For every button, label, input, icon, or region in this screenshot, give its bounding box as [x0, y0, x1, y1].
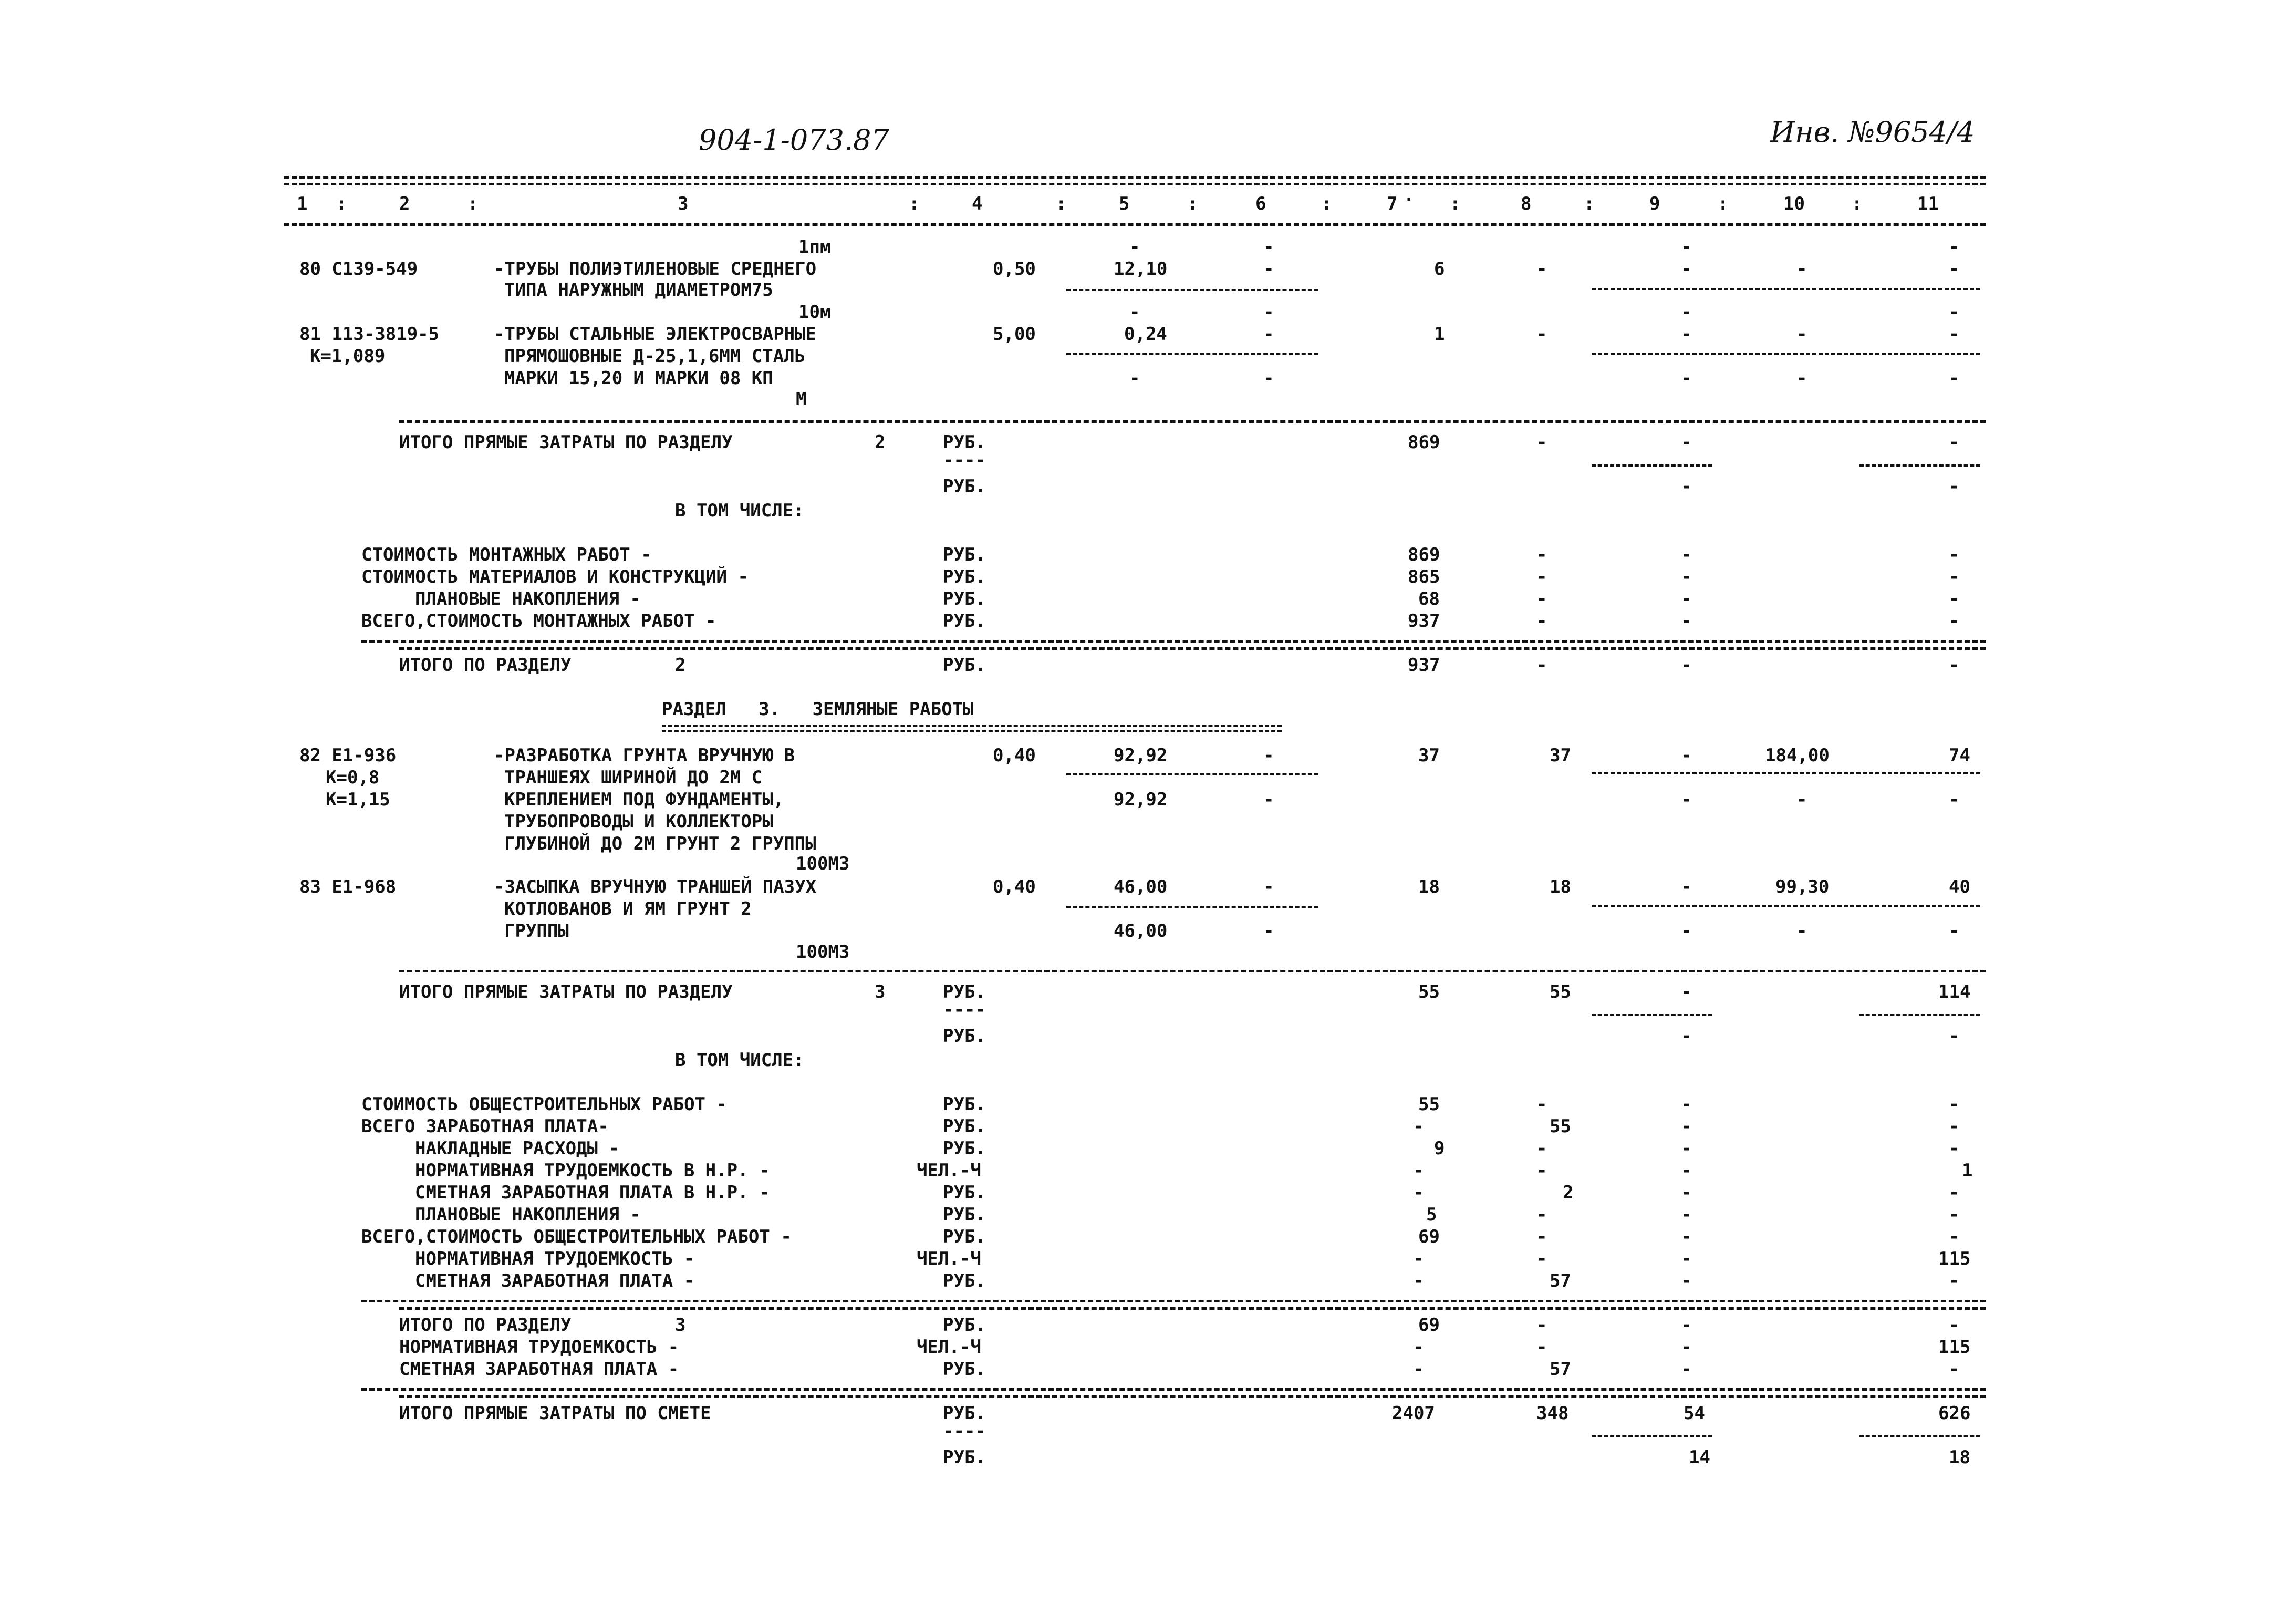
s2-line3: ПЛАНОВЫЕ НАКОПЛЕНИЯ -: [415, 588, 641, 609]
row82-subrule-b: [1592, 772, 1980, 774]
s2-line2-c8: -: [1536, 566, 1547, 587]
s3-v-tom-chisle: В ТОМ ЧИСЛЕ:: [675, 1050, 804, 1071]
row81-price: 0,24: [1124, 324, 1167, 345]
s3-total-direct-label: ИТОГО ПРЯМЫЕ ЗАТРАТЫ ПО РАЗДЕЛУ: [399, 981, 733, 1002]
s3-sz-rub: РУБ.: [943, 1359, 986, 1380]
s3-nt-c9: -: [1681, 1337, 1692, 1358]
row83-price: 46,00: [1114, 876, 1168, 897]
s3-title-underline-1: [662, 725, 1282, 727]
row82-price2: 92,92: [1114, 789, 1168, 810]
s2-line4-c9: -: [1681, 611, 1692, 632]
row80-c10-dash: -: [1796, 258, 1807, 280]
s3-subrule-a: [1592, 1014, 1712, 1016]
smeta-c9: 54: [1684, 1403, 1705, 1424]
col-2: 2: [399, 193, 410, 214]
s2-subrule-a: [1592, 464, 1712, 467]
s2-line4-c11: -: [1949, 611, 1960, 632]
s3-total-rub: РУБ.: [943, 981, 986, 1002]
row83-desc3: ГРУППЫ: [504, 920, 569, 942]
row80-c6-dash: -: [1263, 236, 1274, 257]
s2-c11-dash-2: -: [1949, 476, 1960, 497]
row82-c8: 37: [1550, 745, 1571, 766]
row81-c8-dash: -: [1536, 324, 1547, 345]
s2-total-c8-dash: -: [1536, 432, 1547, 453]
s3-line9-c8: 57: [1550, 1270, 1571, 1291]
s2-rule-total: [361, 640, 1986, 643]
s3-line4: НОРМАТИВНАЯ ТРУДОЕМКОСТЬ В Н.Р. -: [415, 1160, 770, 1181]
s3-line3-rub: РУБ.: [943, 1138, 986, 1159]
row83-c8: 18: [1550, 876, 1571, 897]
s3-line1: СТОИМОСТЬ ОБЩЕСТРОИТЕЛЬНЫХ РАБОТ -: [361, 1094, 727, 1115]
col-7: 7: [1387, 193, 1398, 214]
row81-c9-dash2: -: [1681, 324, 1692, 345]
s3-line8-c11: 115: [1938, 1248, 1971, 1269]
s3-total-label: ИТОГО ПО РАЗДЕЛУ: [399, 1315, 572, 1336]
s3-line6-rub: РУБ.: [943, 1204, 986, 1225]
s3-title-underline-2: [662, 730, 1282, 732]
row81-c7: 1: [1434, 324, 1445, 345]
s2-line1-c7: 869: [1408, 544, 1440, 565]
s2-total-label: ИТОГО ПО РАЗДЕЛУ: [399, 655, 572, 676]
row83-c11: 40: [1949, 876, 1970, 897]
s3-line7-c11: -: [1949, 1226, 1960, 1247]
row81-k: К=1,089: [310, 346, 386, 367]
s3-td-c9-dash: -: [1681, 981, 1692, 1002]
row82-desc3: КРЕПЛЕНИЕМ ПОД ФУНДАМЕНТЫ,: [504, 789, 784, 810]
row81-c5-dash3: -: [1129, 368, 1140, 389]
header-rule-top-2: [284, 183, 1986, 185]
s3-line5-c8: 2: [1563, 1182, 1574, 1203]
col-9: 9: [1649, 193, 1660, 214]
row83-c9-dash: -: [1681, 876, 1692, 897]
smeta-rub: РУБ.: [943, 1403, 986, 1424]
row83-c10-dash2: -: [1796, 920, 1807, 942]
s2-line3-c8: -: [1536, 588, 1547, 609]
row80-qty: 0,50: [993, 258, 1036, 280]
smeta-c7: 2407: [1392, 1403, 1435, 1424]
s2-line1: СТОИМОСТЬ МОНТАЖНЫХ РАБОТ -: [361, 544, 652, 565]
col-6: 6: [1255, 193, 1266, 214]
s3-line2: ВСЕГО ЗАРАБОТНАЯ ПЛАТА-: [361, 1116, 609, 1137]
row80-c8-dash: -: [1536, 258, 1547, 280]
row81-desc4: М: [796, 389, 807, 410]
row82-desc5: ГЛУБИНОЙ ДО 2М ГРУНТ 2 ГРУППЫ: [504, 833, 816, 854]
row82-k2: К=1,15: [326, 789, 390, 810]
row80-c7: 6: [1434, 258, 1445, 280]
s3-sz-c9: -: [1681, 1359, 1692, 1380]
row82-subrule-a: [1066, 773, 1318, 775]
s3-rule-total-2: [399, 1307, 1986, 1310]
smeta-c11b: 18: [1949, 1447, 1970, 1468]
row83-price2: 46,00: [1114, 920, 1168, 942]
s3-td-c11: 114: [1938, 981, 1971, 1002]
smeta-c11: 626: [1938, 1403, 1971, 1424]
row80-unit: 1пм: [798, 236, 831, 257]
col-10: 10: [1783, 193, 1805, 214]
s3-line7-c9: -: [1681, 1226, 1692, 1247]
row82-c11-dash2: -: [1949, 789, 1960, 810]
s2-line4: ВСЕГО,СТОИМОСТЬ МОНТАЖНЫХ РАБОТ -: [361, 611, 716, 632]
s3-c9-dash-2: -: [1681, 1026, 1692, 1047]
s3-line2-c7: -: [1413, 1116, 1424, 1137]
doc-code: 904-1-073.87: [699, 123, 889, 157]
smeta-subrule-b: [1859, 1435, 1980, 1437]
col-sep: :: [1056, 193, 1067, 214]
s3-total-num: 3: [675, 1315, 686, 1336]
s2-line1-c9: -: [1681, 544, 1692, 565]
s2-c9-dash-2: -: [1681, 476, 1692, 497]
s3-line7: ВСЕГО,СТОИМОСТЬ ОБЩЕСТРОИТЕЛЬНЫХ РАБОТ -: [361, 1226, 792, 1247]
s3-line9-c7: -: [1413, 1270, 1424, 1291]
s3-sz-c11: -: [1949, 1359, 1960, 1380]
row83-desc1: -ЗАСЫПКА ВРУЧНУЮ ТРАНШЕЙ ПАЗУХ: [494, 876, 817, 897]
smeta-total-label: ИТОГО ПРЯМЫЕ ЗАТРАТЫ ПО СМЕТЕ: [399, 1403, 711, 1424]
row80-subrule-a: [1066, 289, 1318, 291]
row81-c11-dash3: -: [1949, 368, 1960, 389]
s2-line2-c11: -: [1949, 566, 1960, 587]
col-11: 11: [1917, 193, 1939, 214]
s3-nt-c8: -: [1536, 1337, 1547, 1358]
s3-line8-c9: -: [1681, 1248, 1692, 1269]
s3-line2-c9: -: [1681, 1116, 1692, 1137]
row80-c11-dash2: -: [1949, 258, 1960, 280]
col-8: 8: [1521, 193, 1532, 214]
s3-rule-total: [361, 1300, 1986, 1302]
smeta-c9b: 14: [1689, 1447, 1710, 1468]
s3-line5-c7: -: [1413, 1182, 1424, 1203]
s3-line6-c7: 5: [1426, 1204, 1437, 1225]
s3-line9-c11: -: [1949, 1270, 1960, 1291]
s2-rule-total-2: [399, 647, 1986, 650]
s2-line4-rub: РУБ.: [943, 611, 986, 632]
col-sep: :: [1718, 193, 1729, 214]
col-sep: :: [467, 193, 479, 214]
row82-c9-dash2: -: [1681, 789, 1692, 810]
row82-id: 82 Е1-936: [299, 745, 397, 766]
row82-c11: 74: [1949, 745, 1970, 766]
s3-title: РАЗДЕЛ 3. ЗЕМЛЯНЫЕ РАБОТЫ: [662, 699, 974, 720]
inventory-number: Инв. №9654/4: [1770, 116, 1975, 149]
row82-desc4: ТРУБОПРОВОДЫ И КОЛЛЕКТОРЫ: [504, 811, 773, 832]
s3-line2-c8: 55: [1550, 1116, 1571, 1137]
s2-line1-rub: РУБ.: [943, 544, 986, 565]
row80-id: 80 С139-549: [299, 258, 418, 280]
col-sep: :: [1321, 193, 1332, 214]
s2-line4-c7: 937: [1408, 611, 1440, 632]
row83-desc2: КОТЛОВАНОВ И ЯМ ГРУНТ 2: [504, 898, 752, 919]
row82-unit: 100М3: [796, 853, 850, 874]
row81-c9-dash: -: [1681, 302, 1692, 323]
s3-line8-unit: ЧЕЛ.-Ч: [917, 1248, 981, 1269]
col-1: 1: [297, 193, 308, 214]
s3-line4-unit: ЧЕЛ.-Ч: [917, 1160, 981, 1181]
s3-nt-c7: -: [1413, 1337, 1424, 1358]
s3-line8: НОРМАТИВНАЯ ТРУДОЕМКОСТЬ -: [415, 1248, 695, 1269]
row81-c11-dash: -: [1949, 302, 1960, 323]
s2-total2-c9: -: [1681, 655, 1692, 676]
s2-total-c7: 937: [1408, 655, 1440, 676]
s3-line1-c8: -: [1536, 1094, 1547, 1115]
row81-c10-dash3: -: [1796, 368, 1807, 389]
s3-line3: НАКЛАДНЫЕ РАСХОДЫ -: [415, 1138, 619, 1159]
col-sep: :: [909, 193, 920, 214]
s3-line8-c7: -: [1413, 1248, 1424, 1269]
row80-c9-dash: -: [1681, 236, 1692, 257]
s2-total-num: 2: [675, 655, 686, 676]
s3-total-c7: 69: [1418, 1315, 1440, 1336]
row83-subrule-b: [1592, 905, 1980, 907]
row80-c9-dash2: -: [1681, 258, 1692, 280]
col-5: 5: [1119, 193, 1130, 214]
row80-desc2: ТИПА НАРУЖНЫМ ДИАМЕТРОМ75: [504, 280, 773, 301]
row81-subrule-a: [1066, 353, 1318, 355]
smeta-subrule-a: [1592, 1435, 1712, 1437]
s2-total-c9-dash: -: [1681, 432, 1692, 453]
s3-line7-rub: РУБ.: [943, 1226, 986, 1247]
s3-nt-label: НОРМАТИВНАЯ ТРУДОЕМКОСТЬ -: [399, 1337, 679, 1358]
s2-line2-rub: РУБ.: [943, 566, 986, 587]
s3-line5-c9: -: [1681, 1182, 1692, 1203]
s3-line6-c11: -: [1949, 1204, 1960, 1225]
s2-total-rub2: РУБ.: [943, 655, 986, 676]
s3-line7-c8: -: [1536, 1226, 1547, 1247]
s3-line5-rub: РУБ.: [943, 1182, 986, 1203]
row81-id: 81 113-3819-5: [299, 324, 440, 345]
col-4: 4: [972, 193, 983, 214]
row83-c10: 99,30: [1775, 876, 1830, 897]
smeta-c8: 348: [1536, 1403, 1569, 1424]
s3-total-c11: -: [1949, 1315, 1960, 1336]
s2-line2-c9: -: [1681, 566, 1692, 587]
row82-desc2: ТРАНШЕЯХ ШИРИНОЙ ДО 2М С: [504, 767, 763, 788]
s2-total-direct-label: ИТОГО ПРЯМЫЕ ЗАТРАТЫ ПО РАЗДЕЛУ: [399, 432, 733, 453]
s3-line3-c9: -: [1681, 1138, 1692, 1159]
s3-c11-dash-2: -: [1949, 1026, 1960, 1047]
s3-num: 3: [875, 981, 886, 1002]
row80-subrule-b: [1592, 288, 1980, 290]
row80-c11-dash: -: [1949, 236, 1960, 257]
s3-line1-c7: 55: [1418, 1094, 1440, 1115]
s3-line4-c9: -: [1681, 1160, 1692, 1181]
smeta-rub-dash: ----: [943, 1421, 986, 1442]
col-sep: :: [1450, 193, 1461, 214]
row82-c10-dash2: -: [1796, 789, 1807, 810]
row82-price: 92,92: [1114, 745, 1168, 766]
col-3: 3: [678, 193, 689, 214]
row81-desc2: ПРЯМОШОВНЫЕ Д-25,1,6ММ СТАЛЬ: [504, 346, 806, 367]
row80-c5-dash: -: [1129, 236, 1140, 257]
row82-desc1: -РАЗРАБОТКА ГРУНТА ВРУЧНУЮ В: [494, 745, 795, 766]
smeta-rule: [361, 1388, 1986, 1391]
col-7-mark: ·: [1404, 189, 1415, 210]
row83-c9-dash2: -: [1681, 920, 1692, 942]
section3-rule: [399, 970, 1986, 972]
row83-unit: 100М3: [796, 942, 850, 963]
section2-rule: [399, 420, 1986, 423]
smeta-rub-2: РУБ.: [943, 1447, 986, 1468]
s3-nt-c11: 115: [1938, 1337, 1971, 1358]
s3-nt-unit: ЧЕЛ.-Ч: [917, 1337, 981, 1358]
s3-subrule-b: [1859, 1014, 1980, 1016]
s2-line1-c8: -: [1536, 544, 1547, 565]
s3-total-c9: -: [1681, 1315, 1692, 1336]
row81-c11-dash2: -: [1949, 324, 1960, 345]
header-rule-top: [284, 176, 1986, 179]
smeta-rule-2: [399, 1395, 1986, 1398]
s2-line2-c7: 865: [1408, 566, 1440, 587]
s2-v-tom-chisle: В ТОМ ЧИСЛЕ:: [675, 500, 804, 521]
row81-c10-dash: -: [1796, 324, 1807, 345]
row81-qty: 5,00: [993, 324, 1036, 345]
s3-line8-c8: -: [1536, 1248, 1547, 1269]
s2-total2-c11: -: [1949, 655, 1960, 676]
s2-line3-c7: 68: [1418, 588, 1440, 609]
s3-line1-rub: РУБ.: [943, 1094, 986, 1115]
row82-qty: 0,40: [993, 745, 1036, 766]
s2-rub-dash: ----: [943, 450, 986, 471]
row80-price: 12,10: [1114, 258, 1168, 280]
s2-line1-c11: -: [1949, 544, 1960, 565]
col-sep: :: [336, 193, 347, 214]
s3-line7-c7: 69: [1418, 1226, 1440, 1247]
s3-line1-c11: -: [1949, 1094, 1960, 1115]
row82-k1: К=0,8: [326, 767, 380, 788]
row83-id: 83 Е1-968: [299, 876, 397, 897]
s3-line9: СМЕТНАЯ ЗАРАБОТНАЯ ПЛАТА -: [415, 1270, 695, 1291]
s3-line9-rub: РУБ.: [943, 1270, 986, 1291]
s3-line5: СМЕТНАЯ ЗАРАБОТНАЯ ПЛАТА В Н.Р. -: [415, 1182, 770, 1203]
row81-desc1: -ТРУБЫ СТАЛЬНЫЕ ЭЛЕКТРОСВАРНЫЕ: [494, 324, 817, 345]
row80-c6-dash2: -: [1263, 258, 1274, 280]
row83-c11-dash2: -: [1949, 920, 1960, 942]
row83-subrule-a: [1066, 906, 1318, 908]
s2-total-c11-dash: -: [1949, 432, 1960, 453]
row81-c6-dash: -: [1263, 302, 1274, 323]
s2-total-direct-c7: 869: [1408, 432, 1440, 453]
row81-c6-dash2: -: [1263, 324, 1274, 345]
s3-line9-c9: -: [1681, 1270, 1692, 1291]
s2-total-rub: РУБ.: [943, 432, 986, 453]
s3-line4-c7: -: [1413, 1160, 1424, 1181]
s3-td-c8: 55: [1550, 981, 1571, 1002]
col-sep: :: [1187, 193, 1198, 214]
s3-line4-c11: 1: [1962, 1160, 1973, 1181]
s2-rub-2: РУБ.: [943, 476, 986, 497]
s3-rub-2: РУБ.: [943, 1026, 986, 1047]
row82-c10: 184,00: [1765, 745, 1830, 766]
header-rule-bottom: [284, 223, 1986, 226]
s3-line2-rub: РУБ.: [943, 1116, 986, 1137]
s3-total-c8: -: [1536, 1315, 1547, 1336]
s3-line2-c11: -: [1949, 1116, 1960, 1137]
row80-desc1: -ТРУБЫ ПОЛИЭТИЛЕНОВЫЕ СРЕДНЕГО: [494, 258, 817, 280]
s3-sz-c8: 57: [1550, 1359, 1571, 1380]
s2-num: 2: [875, 432, 886, 453]
row81-subrule-b: [1592, 353, 1980, 355]
row81-unit: 10м: [798, 302, 831, 323]
s2-total2-c8: -: [1536, 655, 1547, 676]
s2-line2: СТОИМОСТЬ МАТЕРИАЛОВ И КОНСТРУКЦИЙ -: [361, 566, 749, 587]
s2-subrule-b: [1859, 464, 1980, 467]
s3-line6-c8: -: [1536, 1204, 1547, 1225]
row82-c6-dash2: -: [1263, 789, 1274, 810]
s2-line3-rub: РУБ.: [943, 588, 986, 609]
s3-line3-c11: -: [1949, 1138, 1960, 1159]
row83-qty: 0,40: [993, 876, 1036, 897]
row83-c7: 18: [1418, 876, 1440, 897]
s2-line4-c8: -: [1536, 611, 1547, 632]
row82-c7: 37: [1418, 745, 1440, 766]
s3-sz-c7: -: [1413, 1359, 1424, 1380]
s3-line4-c8: -: [1536, 1160, 1547, 1181]
row81-desc3: МАРКИ 15,20 И МАРКИ 08 КП: [504, 368, 773, 389]
s3-td-c7: 55: [1418, 981, 1440, 1002]
row82-c9-dash: -: [1681, 745, 1692, 766]
s3-sz-label: СМЕТНАЯ ЗАРАБОТНАЯ ПЛАТА -: [399, 1359, 679, 1380]
row81-c6-dash3: -: [1263, 368, 1274, 389]
s3-total-rub: РУБ.: [943, 1315, 986, 1336]
s3-line5-c11: -: [1949, 1182, 1960, 1203]
s3-line3-c8: -: [1536, 1138, 1547, 1159]
s2-line3-c9: -: [1681, 588, 1692, 609]
s3-line3-c7: 9: [1434, 1138, 1445, 1159]
row82-c6-dash: -: [1263, 745, 1274, 766]
row83-c6-dash2: -: [1263, 920, 1274, 942]
col-sep: :: [1852, 193, 1863, 214]
s3-line6-c9: -: [1681, 1204, 1692, 1225]
col-sep: :: [1584, 193, 1595, 214]
s3-line1-c9: -: [1681, 1094, 1692, 1115]
row83-c6-dash: -: [1263, 876, 1274, 897]
row81-c9-dash3: -: [1681, 368, 1692, 389]
row81-c5-dash: -: [1129, 302, 1140, 323]
s3-line6: ПЛАНОВЫЕ НАКОПЛЕНИЯ -: [415, 1204, 641, 1225]
s2-line3-c11: -: [1949, 588, 1960, 609]
s3-rub-dash: ----: [943, 999, 986, 1020]
